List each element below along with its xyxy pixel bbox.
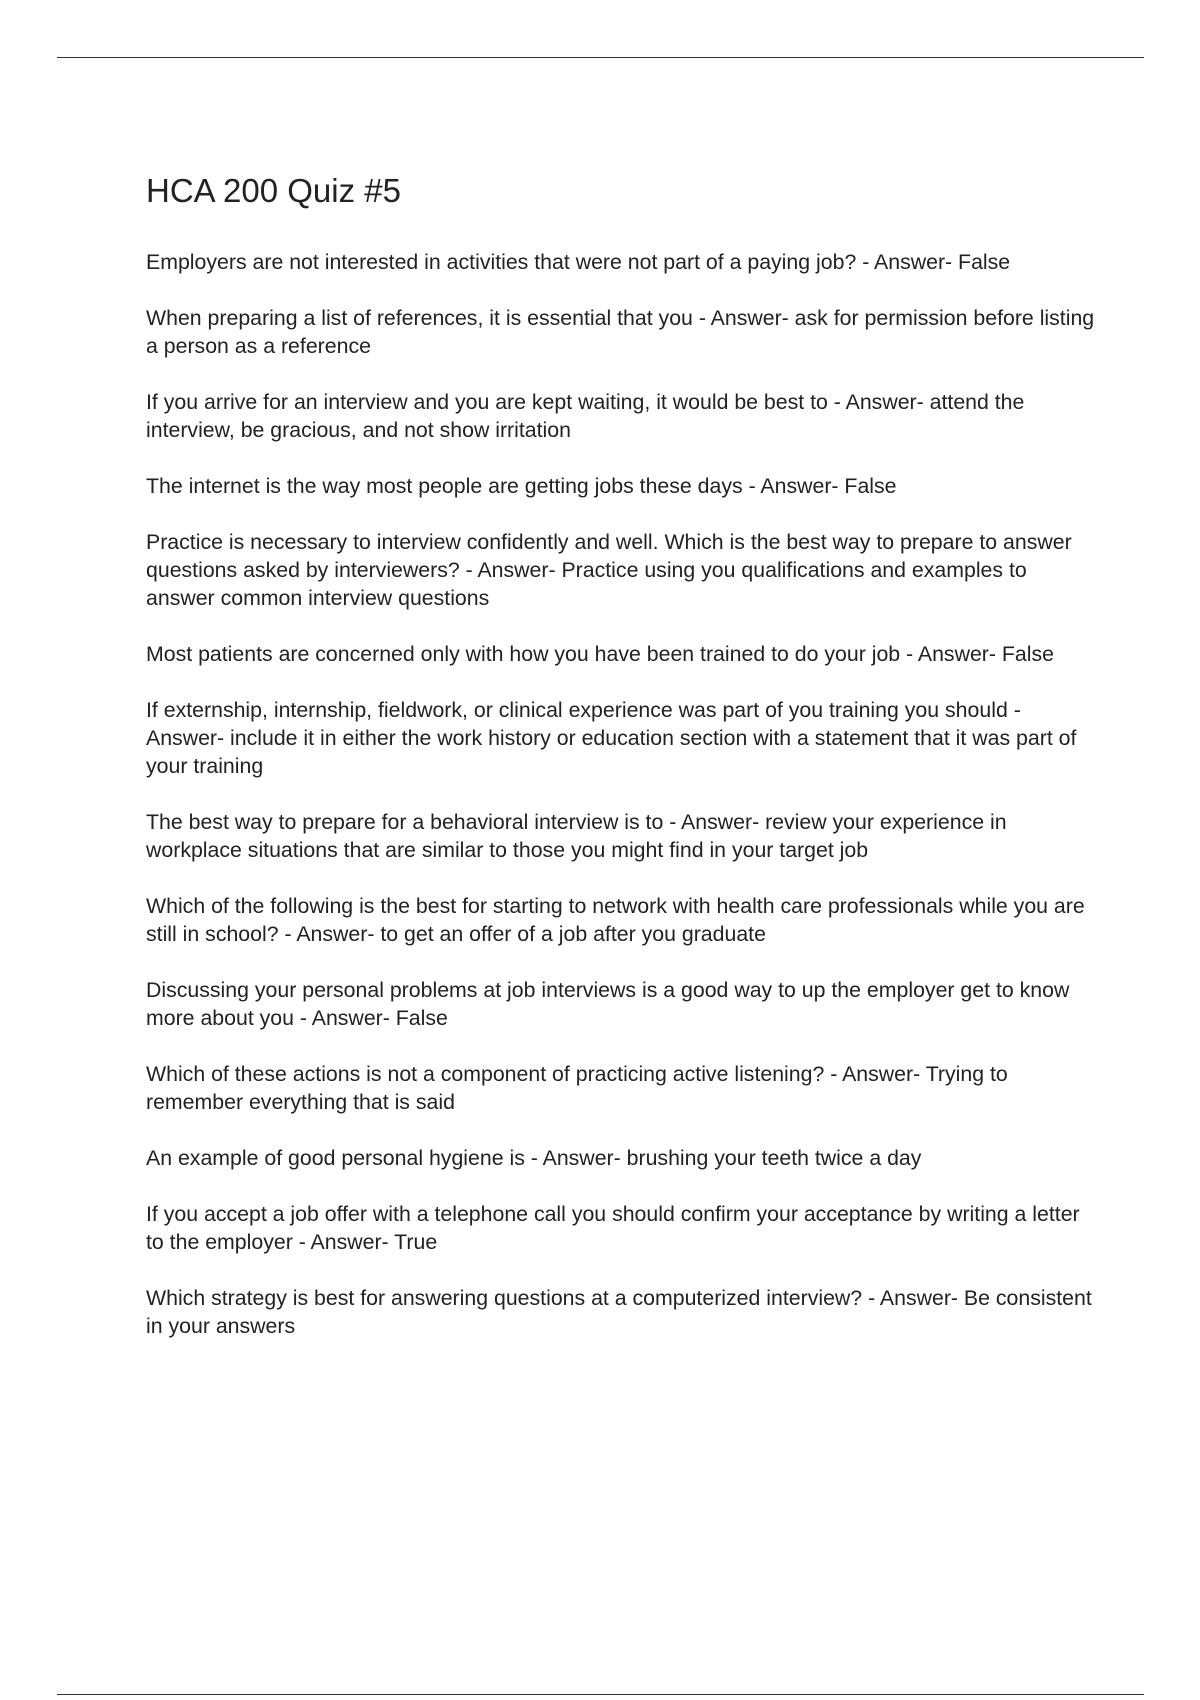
bottom-rule	[57, 1694, 1144, 1695]
qa-item: Practice is necessary to interview confidently and well. Which is the best way to prepare to answer questions asked by interviewers? - Answer- Practice using you qualifications and examples to answer common interview questions	[146, 529, 1072, 610]
qa-item: Which strategy is best for answering questions at a computerized interview? - Answer- Be consistent in your answers	[146, 1285, 1092, 1338]
qa-item: An example of good personal hygiene is - Answer- brushing your teeth twice a day	[146, 1145, 922, 1170]
qa-item: If you accept a job offer with a telephone call you should confirm your acceptance by writing a letter to the employer - Answer- True	[146, 1201, 1080, 1254]
qa-item: If you arrive for an interview and you are kept waiting, it would be best to - Answer- attend the interview, be gracious, and not show irritation	[146, 389, 1025, 442]
qa-item: If externship, internship, fieldwork, or clinical experience was part of you training you should - Answer- include it in either the work history or education section with a statement that it was part of your training	[146, 697, 1077, 778]
qa-item: The best way to prepare for a behavioral interview is to - Answer- review your experience in workplace situations that are similar to those you might find in your target job	[146, 809, 1007, 862]
page-title: HCA 200 Quiz #5	[146, 172, 401, 209]
document-body	[146, 171, 1096, 1368]
qa-item: Which of the following is the best for starting to network with health care professionals while you are still in school? - Answer- to get an offer of a job after you graduate	[146, 893, 1085, 946]
qa-item: Discussing your personal problems at job interviews is a good way to up the employer get to know more about you - Answer- False	[146, 977, 1070, 1030]
question-answer-list	[146, 248, 1096, 1340]
qa-item: Employers are not interested in activities that were not part of a paying job? - Answer- False	[146, 249, 1011, 274]
qa-item: The internet is the way most people are getting jobs these days - Answer- False	[146, 473, 897, 498]
qa-item: Which of these actions is not a component of practicing active listening? - Answer- Trying to remember everything that is said	[146, 1061, 1008, 1114]
qa-item: When preparing a list of references, it is essential that you - Answer- ask for permission before listing a person as a reference	[146, 305, 1095, 358]
top-rule	[57, 57, 1144, 58]
qa-item: Most patients are concerned only with how you have been trained to do your job - Answer- False	[146, 641, 1054, 666]
